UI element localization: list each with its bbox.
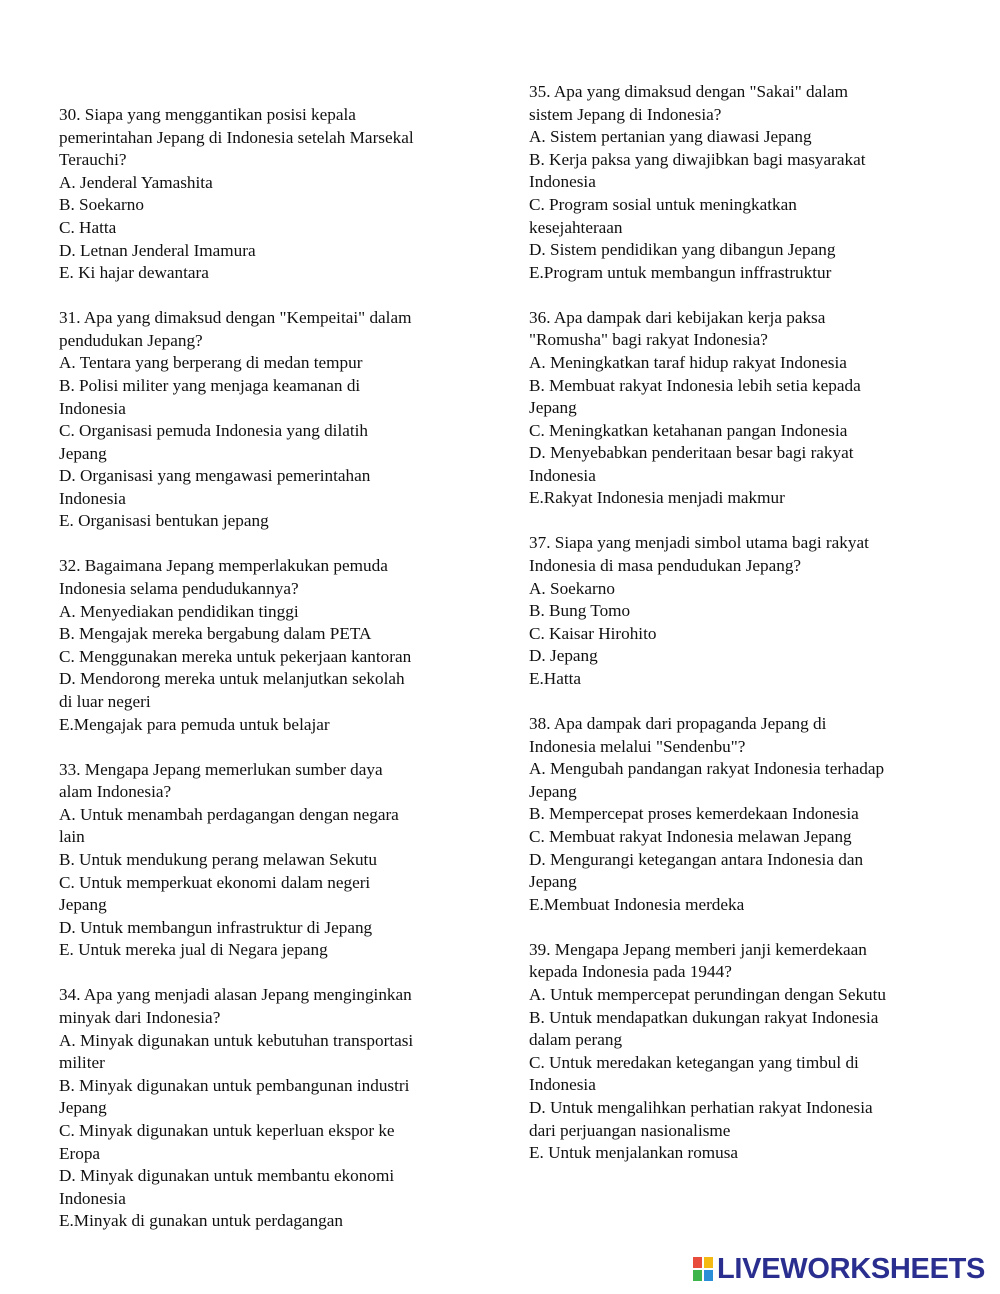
answer-option: D. Mendorong mereka untuk melanjutkan sekolah [59,669,405,689]
answer-option: B. Bung Tomo [529,601,631,621]
answer-option: Jepang [529,781,577,801]
answer-option: A. Mengubah pandangan rakyat Indonesia terhadap [529,759,885,779]
answer-option: D. Sistem pendidikan yang dibangun Jepang [529,240,836,260]
answer-option: D. Untuk membangun infrastruktur di Jepang [59,917,373,937]
question-block [59,984,474,1233]
answer-option: C. Hatta [59,217,117,237]
answer-option: A. Meningkatkan taraf hidup rakyat Indonesia [529,352,847,372]
answer-option: E.Membuat Indonesia merdeka [529,894,745,914]
answer-option: militer [59,1053,105,1073]
answer-option: Jepang [529,398,577,418]
answer-option: B. Soekarno [59,195,144,215]
answer-option: D. Letnan Jenderal Imamura [59,240,256,260]
question-block [59,104,474,285]
answer-option: C. Organisasi pemuda Indonesia yang dilatih [59,421,368,441]
question-text: alam Indonesia? [59,782,172,802]
answer-option: E.Rakyat Indonesia menjadi makmur [529,488,785,508]
answer-option: C. Untuk meredakan ketegangan yang timbul di [529,1052,859,1072]
answer-option: Jepang [59,443,107,463]
answer-option: C. Minyak digunakan untuk keperluan ekspor ke [59,1120,395,1140]
answer-option: C. Menggunakan mereka untuk pekerjaan kantoran [59,646,412,666]
answer-option: B. Mempercepat proses kemerdekaan Indonesia [529,804,859,824]
answer-option: C. Kaisar Hirohito [529,623,657,643]
question-text: 32. Bagaimana Jepang memperlakukan pemuda [59,556,388,576]
answer-option: Eropa [59,1143,101,1163]
question-text: 37. Siapa yang menjadi simbol utama bagi rakyat [529,533,869,553]
question-text: pendudukan Jepang? [59,330,203,350]
answer-option: D. Mengurangi ketegangan antara Indonesia dan [529,849,864,869]
answer-option: A. Untuk mempercepat perundingan dengan Sekutu [529,984,887,1004]
question-block [529,939,949,1165]
answer-option: Jepang [529,872,577,892]
answer-option: D. Organisasi yang mengawasi pemerintahan [59,466,371,486]
question-block [59,307,474,533]
answer-option: B. Untuk mendukung perang melawan Sekutu [59,849,377,869]
answer-option: C. Membuat rakyat Indonesia melawan Jepang [529,826,852,846]
answer-option: C. Program sosial untuk meningkatkan [529,194,797,214]
liveworksheets-logo-icon [692,1256,714,1282]
answer-option: A. Untuk menambah perdagangan dengan negara [59,804,399,824]
answer-option: E. Ki hajar dewantara [59,263,209,283]
answer-option: D. Jepang [529,646,598,666]
question-text: Indonesia di masa pendudukan Jepang? [529,556,802,576]
answer-option: B. Membuat rakyat Indonesia lebih setia kepada [529,375,861,395]
answer-option: E.Hatta [529,669,582,689]
answer-option: A. Jenderal Yamashita [59,172,213,192]
question-text: pemerintahan Jepang di Indonesia setelah Marsekal [59,127,414,147]
answer-option: Indonesia [59,488,126,508]
logo-square [692,1256,703,1269]
question-text: 31. Apa yang dimaksud dengan "Kempeitai" dalam [59,308,412,328]
answer-option: D. Untuk mengalihkan perhatian rakyat Indonesia [529,1097,873,1117]
liveworksheets-logo [692,1253,985,1285]
answer-option: D. Minyak digunakan untuk membantu ekonomi [59,1166,395,1186]
answer-option: Jepang [59,895,107,915]
answer-option: A. Sistem pertanian yang diawasi Jepang [529,127,812,147]
answer-option: lain [59,827,85,847]
answer-option: B. Minyak digunakan untuk pembangunan industri [59,1075,410,1095]
answer-option: B. Polisi militer yang menjaga keamanan di [59,375,361,395]
answer-option: A. Menyediakan pendidikan tinggi [59,601,299,621]
answer-option: E.Program untuk membangun inffrastruktur [529,262,832,282]
question-block [59,759,474,962]
answer-option: C. Untuk memperkuat ekonomi dalam negeri [59,872,371,892]
question-text: "Romusha" bagi rakyat Indonesia? [529,330,768,350]
answer-option: B. Untuk mendapatkan dukungan rakyat Indonesia [529,1007,879,1027]
answer-option: E.Mengajak para pemuda untuk belajar [59,714,330,734]
question-block [529,307,949,510]
logo-square [692,1269,703,1282]
question-text: 39. Mengapa Jepang memberi janji kemerdekaan [529,939,867,959]
answer-option: E. Untuk mereka jual di Negara jepang [59,940,328,960]
answer-option: A. Tentara yang berperang di medan tempur [59,353,363,373]
answer-option: E.Minyak di gunakan untuk perdagangan [59,1211,343,1231]
question-text: 34. Apa yang menjadi alasan Jepang menginginkan [59,985,412,1005]
answer-option: B. Mengajak mereka bergabung dalam PETA [59,624,372,644]
answer-option: Indonesia [59,398,126,418]
logo-square [703,1256,714,1269]
question-text: 38. Apa dampak dari propaganda Jepang di [529,714,827,734]
left-column [59,104,474,1255]
question-text: Terauchi? [59,150,127,170]
question-text: 35. Apa yang dimaksud dengan "Sakai" dalam [529,82,849,101]
answer-option: A. Soekarno [529,578,615,598]
question-block [529,532,949,690]
answer-option: C. Meningkatkan ketahanan pangan Indonesia [529,420,848,440]
question-text: sistem Jepang di Indonesia? [529,104,722,124]
answer-option: dari perjuangan nasionalisme [529,1120,731,1140]
right-column [529,81,949,1187]
answer-option: Indonesia [529,172,596,192]
answer-option: E. Organisasi bentukan jepang [59,511,269,531]
answer-option: E. Untuk menjalankan romusa [529,1143,739,1163]
answer-option: A. Minyak digunakan untuk kebutuhan transportasi [59,1030,414,1050]
question-block [529,713,949,916]
question-text: Indonesia melalui "Sendenbu"? [529,736,746,756]
answer-option: Indonesia [59,1188,126,1208]
question-text: minyak dari Indonesia? [59,1007,221,1027]
answer-option: dalam perang [529,1030,623,1050]
answer-option: Indonesia [529,1075,596,1095]
answer-option: Jepang [59,1098,107,1118]
answer-option: kesejahteraan [529,217,623,237]
answer-option: Indonesia [529,465,596,485]
question-text: Indonesia selama pendudukannya? [59,579,299,599]
question-block [529,81,949,284]
question-text: 33. Mengapa Jepang memerlukan sumber daya [59,759,383,779]
answer-option: di luar negeri [59,692,151,712]
logo-square [703,1269,714,1282]
question-block [59,555,474,736]
question-text: 30. Siapa yang menggantikan posisi kepala [59,105,356,124]
question-text: kepada Indonesia pada 1944? [529,962,732,982]
answer-option: D. Menyebabkan penderitaan besar bagi rakyat [529,443,854,463]
question-text: 36. Apa dampak dari kebijakan kerja paksa [529,307,826,327]
logo-text: LIVEWORKSHEETS [717,1252,986,1285]
answer-option: B. Kerja paksa yang diwajibkan bagi masyarakat [529,149,866,169]
